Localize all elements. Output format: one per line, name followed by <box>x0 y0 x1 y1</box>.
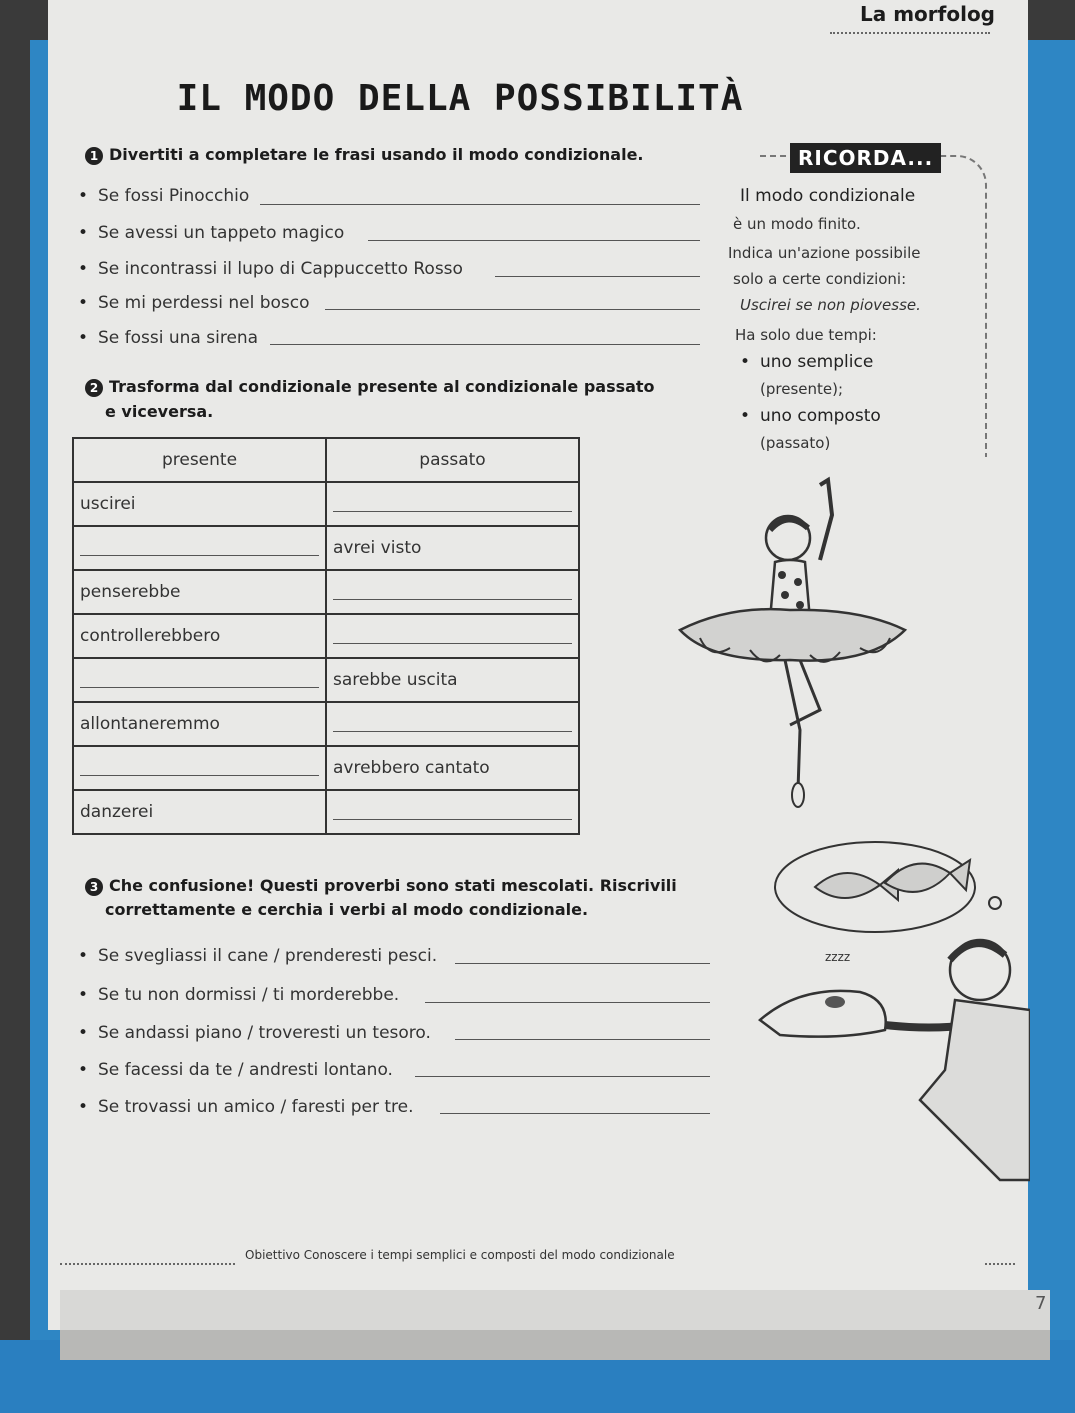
ricorda-line: Indica un'azione possibile <box>728 244 921 262</box>
ex3-item: • Se trovassi un amico / faresti per tre. <box>98 1097 414 1117</box>
ricorda-tempo-note: (presente); <box>760 380 844 398</box>
table-cell-blank[interactable] <box>326 570 579 614</box>
header-divider <box>830 32 990 34</box>
page-shadow-strip <box>60 1330 1050 1360</box>
ex1-item: • Se incontrassi il lupo di Cappuccetto Rosso <box>98 259 463 279</box>
cell-text: sarebbe uscita <box>333 670 458 690</box>
ex1-answer-line[interactable] <box>368 240 700 241</box>
footer-divider-right <box>985 1263 1015 1265</box>
ballerina-illustration <box>670 470 930 820</box>
ex1-item: • Se avessi un tappeto magico <box>98 223 344 243</box>
ex1-item: • Se fossi Pinocchio <box>98 186 249 206</box>
ex3-answer-line[interactable] <box>455 1039 710 1040</box>
ex1-instruction-text: Divertiti a completare le frasi usando il modo condizionale. <box>109 145 644 164</box>
section-header: La morfolog <box>860 2 995 26</box>
table-cell-blank[interactable] <box>326 702 579 746</box>
ex1-instruction <box>85 145 644 165</box>
page-edge <box>60 1290 1050 1330</box>
ex3-answer-line[interactable] <box>425 1002 710 1003</box>
ex1-answer-line[interactable] <box>260 204 700 205</box>
ex1-answer-line[interactable] <box>270 344 700 345</box>
table-cell <box>73 614 326 658</box>
cell-text: allontaneremmo <box>80 714 220 734</box>
ex2-instruction-line2: e viceversa. <box>105 402 214 421</box>
table-cell-blank[interactable] <box>73 658 326 702</box>
ex3-item: • Se facessi da te / andresti lontano. <box>98 1060 393 1080</box>
ex3-answer-line[interactable] <box>415 1076 710 1077</box>
ricorda-tempo-name: • uno composto <box>760 406 881 426</box>
table-cell <box>73 570 326 614</box>
table-cell <box>73 790 326 834</box>
table-cell <box>326 526 579 570</box>
table-cell <box>73 702 326 746</box>
table-cell <box>73 482 326 526</box>
table-row <box>73 482 579 526</box>
table-row <box>73 614 579 658</box>
ex3-instruction <box>85 876 677 896</box>
table-cell-blank[interactable] <box>73 746 326 790</box>
page-number: 7 <box>1035 1293 1047 1314</box>
ex1-item: • Se fossi una sirena <box>98 328 258 348</box>
ricorda-line: solo a certe condizioni: <box>733 270 907 288</box>
table-cell-blank[interactable] <box>326 482 579 526</box>
cell-text: avrei visto <box>333 538 422 558</box>
ex3-number: 3 <box>85 878 103 896</box>
ex2-instruction <box>85 377 655 397</box>
table-row <box>73 570 579 614</box>
ex3-instruction-line2: correttamente e cerchia i verbi al modo condizionale. <box>105 900 589 919</box>
cell-text: controllerebbero <box>80 626 221 646</box>
table-cell-blank[interactable] <box>326 790 579 834</box>
ricorda-example: Uscirei se non piovesse. <box>740 296 921 314</box>
table-row <box>73 746 579 790</box>
ex2-number: 2 <box>85 379 103 397</box>
footer-divider-left <box>60 1263 235 1265</box>
ex3-item: • Se andassi piano / troveresti un tesoro. <box>98 1023 431 1043</box>
page-title: IL MODO DELLA POSSIBILITÀ <box>176 78 744 119</box>
ex3-item: • Se tu non dormissi / ti morderebbe. <box>98 985 399 1005</box>
cell-text: avrebbero cantato <box>333 758 490 778</box>
table-row <box>73 658 579 702</box>
ex1-item: • Se mi perdessi nel bosco <box>98 293 310 313</box>
ex3-answer-line[interactable] <box>455 963 710 964</box>
ricorda-line: è un modo finito. <box>733 215 861 233</box>
ricorda-tempo-name: • uno semplice <box>760 352 873 372</box>
table-cell <box>326 658 579 702</box>
footer-objective: Obiettivo Conoscere i tempi semplici e composti del modo condizionale <box>245 1248 675 1262</box>
table-row <box>73 790 579 834</box>
man-and-dog-illustration <box>740 930 1030 1190</box>
zzz-text: zzzz <box>825 950 851 964</box>
ricorda-line: Ha solo due tempi: <box>735 326 877 344</box>
cell-text: uscirei <box>80 494 136 514</box>
ex1-answer-line[interactable] <box>495 276 700 277</box>
ex1-answer-line[interactable] <box>325 309 700 310</box>
table-cell-blank[interactable] <box>326 614 579 658</box>
table-header-passato: passato <box>326 438 579 482</box>
ex3-instruction-text: Che confusione! Questi proverbi sono stati mescolati. Riscrivili <box>109 876 677 895</box>
ricorda-tempo-note: (passato) <box>760 434 831 452</box>
ex3-answer-line[interactable] <box>440 1113 710 1114</box>
table-header-presente: presente <box>73 438 326 482</box>
conditional-table <box>72 437 580 835</box>
table-cell-blank[interactable] <box>73 526 326 570</box>
cell-text: danzerei <box>80 802 154 822</box>
table-header-row <box>73 438 579 482</box>
ricorda-line: Il modo condizionale <box>740 186 916 206</box>
cell-text: penserebbe <box>80 582 181 602</box>
ricorda-label: RICORDA... <box>790 143 941 173</box>
table-row <box>73 526 579 570</box>
table-cell <box>326 746 579 790</box>
ex1-number: 1 <box>85 147 103 165</box>
fish-dream-bubble <box>770 835 1010 945</box>
table-row <box>73 702 579 746</box>
ex2-instruction-text: Trasforma dal condizionale presente al condizionale passato <box>109 377 655 396</box>
ex3-item: • Se svegliassi il cane / prenderesti pesci. <box>98 946 437 966</box>
